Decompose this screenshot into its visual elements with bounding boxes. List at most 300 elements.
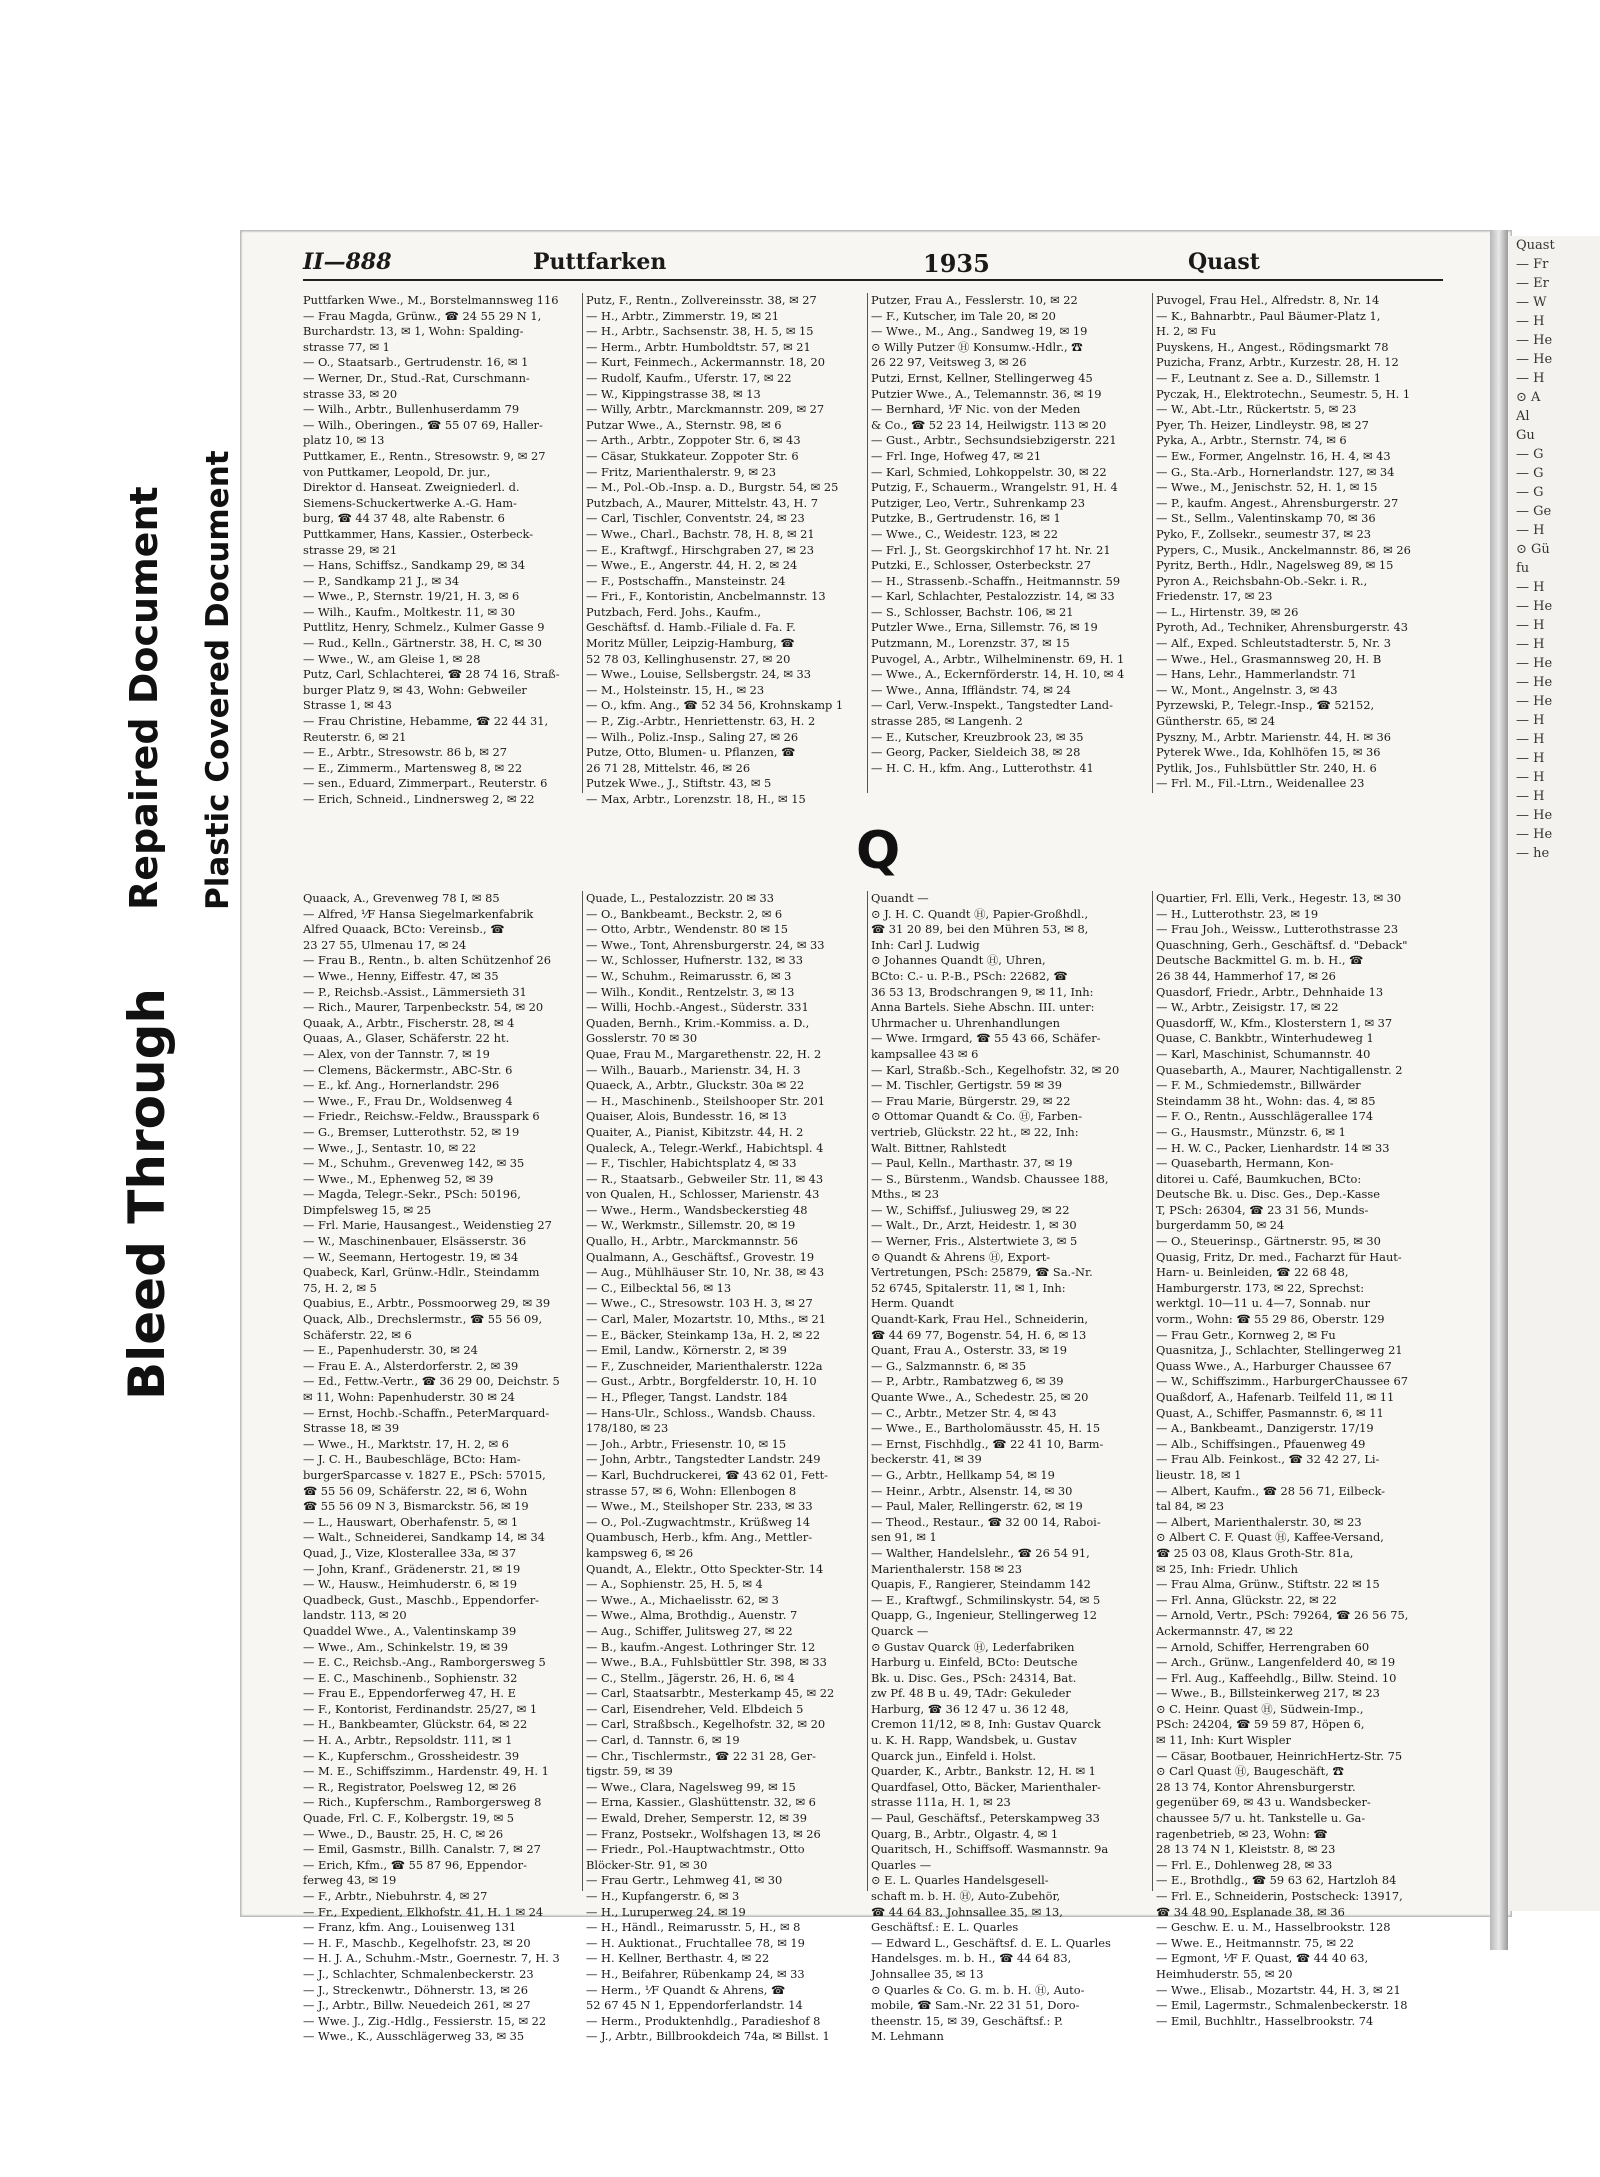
directory-line: — Wwe., C., Stresowstr. 103 H. 3, ✉ 27: [586, 1296, 813, 1311]
column-divider: [1152, 891, 1153, 1891]
directory-line: — Alex, von der Tannstr. 7, ✉ 19: [303, 1046, 490, 1061]
directory-line: — Emil, Buchhltr., Hasselbrookstr. 74: [1156, 2013, 1374, 2028]
directory-line: — Willy, Arbtr., Marckmannstr. 209, ✉ 27: [586, 402, 825, 417]
directory-line: — H., Beifahrer, Rübenkamp 24, ✉ 33: [586, 1966, 805, 1981]
directory-line: Puttlitz, Henry, Schmelz., Kulmer Gasse 9: [303, 620, 545, 635]
directory-line: 26 38 44, Hammerhof 17, ✉ 26: [1156, 968, 1336, 983]
next-page-line: — H: [1516, 751, 1545, 766]
next-page-line: Quast: [1516, 238, 1555, 253]
directory-line: — E., Kraftwgf., Hirschgraben 27, ✉ 23: [586, 542, 814, 557]
directory-line: — M., Pol.-Ob.-Insp. a. D., Burgstr. 54, ✉ 25: [586, 480, 839, 495]
directory-line: — Walther, Handelslehr., ☎ 26 54 91,: [871, 1545, 1090, 1560]
directory-line: — Frau Gertr., Lehmweg 41, ✉ 30: [586, 1873, 783, 1888]
next-page-line: — H: [1516, 789, 1545, 804]
directory-line: Gosslerstr. 70 ✉ 30: [586, 1031, 698, 1046]
directory-line: Putziger, Leo, Vertr., Suhrenkamp 23: [871, 495, 1085, 510]
directory-line: — J., Streckenwtr., Döhnerstr. 13, ✉ 26: [303, 1982, 528, 1997]
directory-line: Uhrmacher u. Uhrenhandlungen: [871, 1015, 1060, 1030]
directory-line: — Gust., Arbtr., Sechsundsiebzigerstr. 221: [871, 433, 1117, 448]
directory-line: — Frl. Anna, Glückstr. 22, ✉ 22: [1156, 1592, 1337, 1607]
directory-line: — Frau Alma, Grünw., Stiftstr. 22 ✉ 15: [1156, 1577, 1380, 1592]
directory-line: — E., Bäcker, Steinkamp 13a, H. 2, ✉ 22: [586, 1327, 821, 1342]
directory-line: 26 22 97, Veitsweg 3, ✉ 26: [871, 355, 1027, 370]
directory-line: landstr. 113, ✉ 20: [303, 1608, 407, 1623]
directory-line: Vertretungen, PSch: 25879, ☎ Sa.-Nr.: [871, 1265, 1093, 1280]
directory-line: — J., Arbtr., Billw. Neuedeich 261, ✉ 27: [303, 1998, 531, 2013]
directory-line: 52 67 45 N 1, Eppendorferlandstr. 14: [586, 1998, 803, 2013]
directory-line: — Wwe., A., Michaelisstr. 62, ✉ 3: [586, 1592, 779, 1607]
directory-line: — H., Arbtr., Zimmerstr. 19, ✉ 21: [586, 308, 779, 323]
directory-line: — Magda, Telegr.-Sekr., PSch: 50196,: [303, 1187, 521, 1202]
next-page-line: — G: [1516, 447, 1544, 462]
directory-line: Direktor d. Hanseat. Zweigniederl. d.: [303, 480, 520, 495]
directory-line: Putzier Wwe., A., Telemannstr. 36, ✉ 19: [871, 386, 1102, 401]
directory-line: — Arth., Arbtr., Zoppoter Str. 6, ✉ 43: [586, 433, 801, 448]
directory-line: Quarles —: [871, 1857, 932, 1872]
directory-line: kampsallee 43 ✉ 6: [871, 1046, 979, 1061]
column-bottom-1: [303, 891, 579, 2044]
directory-line: Puttkammer, Hans, Kassier., Osterbeck-: [303, 526, 534, 541]
directory-line: — W., Arbtr., Zeisigstr. 17, ✉ 22: [1156, 1000, 1339, 1015]
directory-line: Heimhuderstr. 55, ✉ 20: [1156, 1966, 1293, 1981]
directory-line: Quapp, G., Ingenieur, Stellingerweg 12: [871, 1608, 1097, 1623]
directory-line: — F., Postschaffn., Mansteinstr. 24: [586, 573, 786, 588]
directory-line: ☎ 34 48 90, Esplanade 38, ✉ 36: [1156, 1904, 1345, 1919]
directory-line: mobile, ☎ Sam.-Nr. 22 31 51, Doro-: [871, 1998, 1080, 2013]
directory-line: Putzek Wwe., J., Stiftstr. 43, ✉ 5: [586, 776, 772, 791]
column-top-1: [303, 293, 579, 806]
directory-line: — Willi, Hochb.-Angest., Süderstr. 331: [586, 1000, 809, 1015]
directory-line: — Frl. Inge, Hofweg 47, ✉ 21: [871, 448, 1042, 463]
directory-line: — W., Seemann, Hertogestr. 19, ✉ 34: [303, 1249, 519, 1264]
directory-line: — A., Sophienstr. 25, H. 5, ✉ 4: [586, 1577, 763, 1592]
directory-line: Puttkamer, E., Rentn., Stresowstr. 9, ✉ 27: [303, 448, 546, 463]
directory-line: Putzbach, Ferd. Johs., Kaufm.,: [586, 604, 761, 619]
directory-line: Quasdorf, Friedr., Arbtr., Dehnhaide 13: [1156, 984, 1384, 999]
directory-line: Putzer, Frau A., Fesslerstr. 10, ✉ 22: [871, 293, 1078, 307]
directory-line: — John, Arbtr., Tangstedter Landstr. 249: [586, 1452, 821, 1467]
directory-line: — Rich., Kupferschm., Ramborgersweg 8: [303, 1795, 542, 1810]
directory-line: ⊙ Ottomar Quandt & Co. Ⓗ, Farben-: [871, 1109, 1083, 1124]
directory-line: — Paul, Geschäftsf., Peterskampweg 33: [871, 1811, 1100, 1826]
directory-line: — Frau Joh., Weissw., Lutterothstrasse 23: [1156, 922, 1399, 937]
directory-line: Harburg, ☎ 36 12 47 u. 36 12 48,: [871, 1701, 1069, 1716]
directory-line: Quaschning, Gerh., Geschäftsf. d. "Deback": [1156, 937, 1408, 952]
directory-line: — O., Bankbeamt., Beckstr. 2, ✉ 6: [586, 906, 783, 921]
directory-line: T, PSch: 26304, ☎ 23 31 56, Munds-: [1156, 1202, 1369, 1217]
directory-line: ⊙ Gustav Quarck Ⓗ, Lederfabriken: [871, 1639, 1075, 1654]
directory-line: Geschäftsf. d. Hamb.-Filiale d. Fa. F.: [586, 620, 796, 635]
directory-line: — Ernst, Fischhdlg., ☎ 22 41 10, Barm-: [871, 1436, 1104, 1451]
column-divider: [867, 891, 868, 1891]
directory-line: ✉ 11, Inh: Kurt Wispler: [1156, 1733, 1291, 1748]
directory-line: — Fr., Expedient, Elkhofstr. 41, H. 1 ✉ 24: [303, 1904, 544, 1919]
directory-line: burgerSparcasse v. 1827 E., PSch: 57015,: [303, 1467, 546, 1482]
directory-line: — Emil, Landw., Körnerstr. 2, ✉ 39: [586, 1343, 787, 1358]
directory-line: sen 91, ✉ 1: [871, 1530, 937, 1545]
directory-line: Quaden, Bernh., Krim.-Kommiss. a. D.,: [586, 1015, 810, 1030]
directory-line: — Carl, Staatsarbtr., Mesterkamp 45, ✉ 22: [586, 1686, 835, 1701]
next-page-line: — He: [1516, 808, 1553, 823]
column-top-2: [586, 293, 864, 806]
directory-line: Quardfasel, Otto, Bäcker, Marienthaler-: [871, 1779, 1101, 1794]
directory-line: — Frau B., Rentn., b. alten Schützenhof 26: [303, 953, 552, 968]
directory-line: burgerdamm 50, ✉ 24: [1156, 1218, 1285, 1233]
directory-line: ☎ 44 64 83, Johnsallee 35, ✉ 13,: [871, 1904, 1063, 1919]
directory-page: [240, 230, 1512, 2044]
directory-line: — Wilh., Bauarb., Marienstr. 34, H. 3: [586, 1062, 801, 1077]
directory-line: Quaßdorf, A., Hafenarb. Teilfeld 11, ✉ 11: [1156, 1390, 1395, 1404]
directory-line: Qualmann, A., Geschäftsf., Grovestr. 19: [586, 1249, 815, 1264]
directory-line: — Wwe., D., Baustr. 25, H. C, ✉ 26: [303, 1826, 504, 1841]
next-page-line: — H: [1516, 580, 1545, 595]
directory-line: — F., Kutscher, im Tale 20, ✉ 20: [871, 308, 1056, 323]
next-page-line: — H: [1516, 732, 1545, 747]
directory-line: ⊙ Quarles & Co. G. m. b. H. Ⓗ, Auto-: [871, 1982, 1085, 1997]
directory-line: Quandt, A., Elektr., Otto Speckter-Str. 14: [586, 1561, 824, 1576]
directory-line: — Herm., Arbtr. Humboldtstr. 57, ✉ 21: [586, 339, 811, 354]
directory-line: zw Pf. 48 B u. 49, TAdr: Gekuleder: [871, 1686, 1071, 1701]
directory-line: ☎ 55 56 09, Schäferstr. 22, ✉ 6, Wohn: [303, 1483, 528, 1498]
directory-line: — H. W. C., Packer, Lienhardstr. 14 ✉ 33: [1156, 1140, 1390, 1155]
directory-line: — Carl, Verw.-Inspekt., Tangstedter Land-: [871, 698, 1113, 713]
directory-line: Geschäftsf.: E. L. Quarles: [871, 1920, 1019, 1935]
directory-line: ⊙ Willy Putzer Ⓗ Konsumw.-Hdlr., ☎: [871, 339, 1083, 354]
directory-line: — Werner, Dr., Stud.-Rat, Curschmann-: [303, 370, 530, 385]
directory-line: — F., Arbtr., Niebuhrstr. 4, ✉ 27: [303, 1889, 488, 1903]
directory-line: — M., Schuhm., Grevenweg 142, ✉ 35: [303, 1156, 525, 1171]
directory-line: 28 13 74 N 1, Kleiststr. 8, ✉ 23: [1156, 1842, 1336, 1857]
directory-line: Quabius, E., Arbtr., Possmoorweg 29, ✉ 39: [303, 1296, 551, 1311]
directory-line: — Frl. E., Schneiderin, Postscheck: 13917,: [1156, 1889, 1403, 1903]
directory-line: Hamburgerstr. 173, ✉ 22, Sprechst:: [1156, 1280, 1365, 1295]
directory-line: — Quasebarth, Hermann, Kon-: [1156, 1156, 1334, 1171]
directory-line: — G., Hausmstr., Münzstr. 6, ✉ 1: [1156, 1124, 1346, 1139]
directory-line: — Herm., Produktenhdlg., Paradieshof 8: [586, 2013, 821, 2028]
directory-line: — Erna, Kassier., Glashüttenstr. 32, ✉ 6: [586, 1795, 816, 1810]
directory-line: ⊙ Johannes Quandt Ⓗ, Uhren,: [871, 953, 1046, 968]
next-page-line: — He: [1516, 827, 1553, 842]
directory-line: — O., Steuerinsp., Gärtnerstr. 95, ✉ 30: [1156, 1234, 1381, 1249]
directory-line: Strasse 1, ✉ 43: [303, 698, 392, 713]
directory-line: — W., Schiffszimm., HarburgerChaussee 67: [1156, 1374, 1408, 1389]
directory-line: Pyczak, H., Elektrotechn., Seumestr. 5, H. 1: [1156, 386, 1411, 401]
directory-line: — O., Staatsarb., Gertrudenstr. 16, ✉ 1: [303, 355, 529, 370]
directory-line: Quaas, A., Glaser, Schäferstr. 22 ht.: [303, 1031, 510, 1046]
directory-line: — Friedr., Pol.-Hauptwachtmstr., Otto: [586, 1842, 805, 1857]
directory-line: Pyterek Wwe., Ida, Kohlhöfen 15, ✉ 36: [1156, 745, 1381, 760]
directory-line: Quaeck, A., Arbtr., Gluckstr. 30a ✉ 22: [586, 1078, 805, 1093]
directory-line: Quast, A., Schiffer, Pasmannstr. 6, ✉ 11: [1156, 1405, 1384, 1420]
directory-line: schaft m. b. H. Ⓗ, Auto-Zubehör,: [871, 1889, 1061, 1903]
directory-line: — L., Hauswart, Oberhafenstr. 5, ✉ 1: [303, 1514, 519, 1529]
next-page-line: — he: [1516, 846, 1550, 861]
directory-line: Pyer, Th. Heizer, Lindleystr. 98, ✉ 27: [1156, 417, 1369, 432]
directory-line: — K., Bahnarbtr., Paul Bäumer-Platz 1,: [1156, 308, 1381, 323]
directory-line: — Frl. J., St. Georgskirchhof 17 ht. Nr. 21: [871, 542, 1111, 557]
directory-line: — Rich., Maurer, Tarpenbeckstr. 54, ✉ 20: [303, 1000, 544, 1015]
directory-line: — F., Zuschneider, Marienthalerstr. 122a: [586, 1358, 823, 1373]
directory-line: Pyron A., Reichsbahn-Ob.-Sekr. i. R.,: [1156, 573, 1368, 588]
directory-line: — Erich, Schneid., Lindnersweg 2, ✉ 22: [303, 792, 535, 806]
directory-line: — Bernhard, ⅟F Nic. von der Meden: [871, 402, 1081, 417]
directory-line: M. Lehmann: [871, 2029, 944, 2044]
directory-line: — Arnold, Vertr., PSch: 79264, ☎ 26 56 75,: [1156, 1608, 1409, 1623]
directory-line: Quaritsch, H., Schiffsoff. Wasmannstr. 9a: [871, 1842, 1109, 1857]
next-page-line: — H: [1516, 637, 1545, 652]
next-page-line: — He: [1516, 656, 1553, 671]
directory-line: Quase, C. Bankbtr., Winterhudeweg 1: [1156, 1031, 1374, 1046]
scan-labels: [110, 440, 260, 1400]
directory-line: — W., Schiffsf., Juliusweg 29, ✉ 22: [871, 1202, 1070, 1217]
directory-line: Quandt-Kark, Frau Hel., Schneiderin,: [871, 1312, 1089, 1327]
directory-line: — Rud., Kelln., Gärtnerstr. 38, H. C, ✉ 30: [303, 636, 542, 651]
directory-line: — C., Eilbecktal 56, ✉ 13: [586, 1280, 732, 1295]
directory-line: Putz, F., Rentn., Zollvereinsstr. 38, ✉ 27: [586, 293, 817, 307]
column-top-4: [1156, 293, 1434, 793]
next-page-line: — H: [1516, 371, 1545, 386]
directory-line: Putzi, Ernst, Kellner, Stellingerweg 45: [871, 370, 1093, 385]
directory-line: Bk. u. Disc. Ges., PSch: 24314, Bat.: [871, 1670, 1077, 1685]
directory-line: — R., Registrator, Poelsweg 12, ✉ 26: [303, 1779, 517, 1794]
next-page-line: — He: [1516, 694, 1553, 709]
directory-line: — F., Tischler, Habichtsplatz 4, ✉ 33: [586, 1156, 797, 1171]
directory-line: — H. J. A., Schuhm.-Mstr., Goernestr. 7, H. 3: [303, 1951, 560, 1966]
directory-line: burger Platz 9, ✉ 43, Wohn: Gebweiler: [303, 682, 527, 697]
directory-line: Marienthalerstr. 158 ✉ 23: [871, 1561, 1023, 1576]
directory-line: Walt. Bittner, Rahlstedt: [871, 1140, 1007, 1155]
next-page-line: Al: [1516, 409, 1530, 424]
directory-line: Schäferstr. 22, ✉ 6: [303, 1327, 412, 1342]
directory-line: — Wwe., F., Frau Dr., Woldsenweg 4: [303, 1093, 513, 1108]
column-top-3: [871, 293, 1149, 793]
directory-line: — J. C. H., Baubeschläge, BCto: Ham-: [303, 1452, 521, 1467]
directory-line: Quasdorff, W., Kfm., Klosterstern 1, ✉ 37: [1156, 1015, 1393, 1030]
directory-line: tal 84, ✉ 23: [1156, 1499, 1225, 1514]
directory-line: ✉ 25, Inh: Friedr. Uhlich: [1156, 1561, 1298, 1576]
header-last-entry: Quast: [1188, 249, 1260, 275]
directory-line: ⊙ Quandt & Ahrens Ⓗ, Export-: [871, 1249, 1051, 1264]
column-divider: [582, 891, 583, 1891]
directory-line: — O., Pol.-Zugwachtmstr., Krüßweg 14: [586, 1514, 811, 1529]
next-page-line: — H: [1516, 770, 1545, 785]
directory-line: — P., kaufm. Angest., Ahrensburgerstr. 27: [1156, 495, 1399, 510]
directory-line: Quambusch, Herb., kfm. Ang., Mettler-: [586, 1530, 813, 1545]
directory-line: — Wilh., Oberingen., ☎ 55 07 69, Haller-: [303, 417, 543, 432]
directory-line: — W., Hausw., Heimhuderstr. 6, ✉ 19: [303, 1577, 518, 1592]
column-bottom-4: [1156, 891, 1434, 2028]
directory-line: strasse 33, ✉ 20: [303, 386, 398, 401]
directory-line: Quadbeck, Gust., Maschb., Eppendorfer-: [303, 1592, 540, 1607]
directory-line: — Wilh., Poliz.-Insp., Saling 27, ✉ 26: [586, 729, 799, 744]
directory-line: — Wwe., M., Steilshoper Str. 233, ✉ 33: [586, 1499, 813, 1514]
next-page-line: — He: [1516, 352, 1553, 367]
directory-line: — K., Kupferschm., Grossheidestr. 39: [303, 1748, 520, 1763]
directory-line: beckerstr. 41, ✉ 39: [871, 1452, 982, 1467]
directory-line: ☎ 44 69 77, Bogenstr. 54, H. 6, ✉ 13: [871, 1327, 1087, 1342]
page-number: II—888: [303, 249, 392, 275]
directory-line: ⊙ J. H. C. Quandt Ⓗ, Papier-Großhdl.,: [871, 906, 1089, 921]
directory-line: — J., Arbtr., Billbrookdeich 74a, ✉ Billst. 1: [586, 2029, 830, 2044]
directory-line: — Friedr., Reichsw.-Feldw., Brausspark 6: [303, 1109, 540, 1124]
directory-line: Herm. Quandt: [871, 1296, 954, 1311]
directory-line: — Arch., Grünw., Langenfelderd 40, ✉ 19: [1156, 1655, 1396, 1670]
directory-line: — W., Schlosser, Hufnerstr. 132, ✉ 33: [586, 953, 803, 968]
directory-line: ⊙ C. Heinr. Quast Ⓗ, Südwein-Imp.,: [1156, 1701, 1364, 1716]
directory-line: — L., Hirtenstr. 39, ✉ 26: [1156, 604, 1299, 619]
directory-line: — H. Auktionat., Fruchtallee 78, ✉ 19: [586, 1935, 805, 1950]
directory-line: — Chr., Tischlermstr., ☎ 22 31 28, Ger-: [586, 1748, 816, 1763]
directory-line: Quabeck, Karl, Grünw.-Hdlr., Steindamm: [303, 1265, 540, 1280]
directory-line: ditorei u. Café, Baumkuchen, BCto:: [1156, 1171, 1362, 1186]
directory-line: — H. A., Arbtr., Repsoldstr. 111, ✉ 1: [303, 1733, 513, 1748]
directory-line: — Ewald, Dreher, Semperstr. 12, ✉ 39: [586, 1811, 807, 1826]
directory-line: vorm., Wohn: ☎ 55 29 86, Oberstr. 129: [1156, 1312, 1385, 1327]
directory-line: — Wwe., Hel., Grasmannsweg 20, H. B: [1156, 651, 1382, 666]
directory-line: Johnsallee 35, ✉ 13: [871, 1966, 984, 1981]
directory-line: — H., Bankbeamter, Glückstr. 64, ✉ 22: [303, 1717, 528, 1732]
directory-line: — C., Arbtr., Metzer Str. 4, ✉ 43: [871, 1405, 1057, 1420]
directory-line: — Hans, Lehr., Hammerlandstr. 71: [1156, 667, 1357, 682]
directory-line: — J., Schlachter, Schmalenbeckerstr. 23: [303, 1966, 534, 1981]
directory-line: — Frau Alb. Feinkost., ☎ 32 42 27, Li-: [1156, 1452, 1380, 1467]
directory-line: — R., Staatsarb., Gebweiler Str. 11, ✉ 43: [586, 1171, 824, 1186]
directory-line: tigstr. 59, ✉ 39: [586, 1764, 673, 1779]
directory-line: Quaiser, Alois, Bundesstr. 16, ✉ 13: [586, 1109, 787, 1124]
directory-line: Cremon 11/12, ✉ 8, Inh: Gustav Quarck: [871, 1717, 1101, 1732]
directory-line: — E., Arbtr., Stresowstr. 86 b, ✉ 27: [303, 745, 507, 760]
directory-line: Pypers, C., Musik., Anckelmannstr. 86, ✉ 26: [1156, 542, 1411, 557]
directory-line: — Wwe., Tont, Ahrensburgerstr. 24, ✉ 33: [586, 937, 825, 952]
directory-line: — H., Pfleger, Tangst. Landstr. 184: [586, 1390, 788, 1404]
directory-line: Putze, Otto, Blumen- u. Pflanzen, ☎: [586, 745, 796, 760]
directory-line: — Carl, Maler, Mozartstr. 10, Mths., ✉ 21: [586, 1312, 826, 1327]
directory-line: Pyroth, Ad., Techniker, Ahrensburgerstr. 43: [1156, 620, 1408, 635]
directory-line: ferweg 43, ✉ 19: [303, 1873, 397, 1888]
directory-line: — G., Arbtr., Hellkamp 54, ✉ 19: [871, 1467, 1055, 1482]
next-page-line: — H: [1516, 523, 1545, 538]
directory-line: Putzmann, M., Lorenzstr. 37, ✉ 15: [871, 636, 1070, 651]
directory-line: — Aug., Mühlhäuser Str. 10, Nr. 38, ✉ 43: [586, 1265, 825, 1280]
directory-line: — E., Zimmerm., Martensweg 8, ✉ 22: [303, 760, 523, 775]
directory-line: Steindamm 38 ht., Wohn: das. 4, ✉ 85: [1156, 1093, 1376, 1108]
directory-line: chaussee 5/7 u. ht. Tankstelle u. Ga-: [1156, 1811, 1366, 1826]
directory-line: — Wwe. Irmgard, ☎ 55 43 66, Schäfer-: [871, 1031, 1101, 1046]
column-bottom-2: [586, 891, 864, 2044]
directory-line: Pyko, F., Zollsekr., seumestr 37, ✉ 23: [1156, 526, 1372, 541]
next-page-line: fu: [1516, 561, 1530, 576]
directory-line: — Carl, Tischler, Conventstr. 24, ✉ 23: [586, 511, 805, 526]
directory-line: — Wwe., Am., Schinkelstr. 19, ✉ 39: [303, 1639, 508, 1654]
directory-line: Quallo, H., Arbtr., Marckmannstr. 56: [586, 1234, 799, 1249]
directory-line: Quaak, A., Arbtr., Fischerstr. 28, ✉ 4: [303, 1015, 515, 1030]
directory-line: — P., Sandkamp 21 J., ✉ 34: [303, 573, 460, 588]
directory-line: — Wwe., M., Ephenweg 52, ✉ 39: [303, 1171, 494, 1186]
directory-line: — H., Luruperweg 24, ✉ 19: [586, 1904, 746, 1919]
directory-line: — M., Holsteinstr. 15, H., ✉ 23: [586, 682, 765, 697]
directory-line: — S., Bürstenm., Wandsb. Chaussee 188,: [871, 1171, 1109, 1186]
directory-line: Ackermannstr. 47, ✉ 22: [1156, 1623, 1294, 1638]
directory-line: — Wwe., H., Marktstr. 17, H. 2, ✉ 6: [303, 1436, 509, 1451]
directory-line: — Frl. M., Fil.-Ltrn., Weidenallee 23: [1156, 776, 1365, 791]
directory-line: — O., kfm. Ang., ☎ 52 34 56, Krohnskamp 1: [586, 698, 844, 713]
directory-line: — Ed., Fettw.-Vertr., ☎ 36 29 00, Deichstr. 5: [303, 1374, 560, 1389]
directory-line: — F. M., Schmiedemstr., Billwärder: [1156, 1078, 1361, 1093]
next-page-line: — G: [1516, 485, 1544, 500]
directory-line: — W., Abt.-Ltr., Rückertstr. 5, ✉ 23: [1156, 402, 1357, 417]
directory-line: — Wwe., E., Bartholomäusstr. 45, H. 15: [871, 1421, 1101, 1436]
directory-line: von Puttkamer, Leopold, Dr. jur.,: [303, 464, 491, 479]
directory-line: — Wwe., M., Jenischstr. 52, H. 1, ✉ 15: [1156, 480, 1378, 495]
bleed-through-label: Bleed Through: [118, 988, 176, 1400]
directory-line: Quarck —: [871, 1623, 929, 1638]
directory-line: Puvogel, Frau Hel., Alfredstr. 8, Nr. 14: [1156, 293, 1380, 307]
directory-line: Quasig, Fritz, Dr. med., Facharzt für Haut-: [1156, 1249, 1402, 1264]
directory-line: — Wwe. E., Heitmannstr. 75, ✉ 22: [1156, 1935, 1355, 1950]
directory-line: Putzar Wwe., A., Sternstr. 98, ✉ 6: [586, 417, 782, 432]
directory-line: — Geschw. E. u. M., Hasselbrookstr. 128: [1156, 1920, 1391, 1935]
directory-line: — John, Kranf., Grädenerstr. 21, ✉ 19: [303, 1561, 521, 1576]
directory-line: 26 71 28, Mittelstr. 46, ✉ 26: [586, 760, 751, 775]
directory-line: Quae, Frau M., Margarethenstr. 22, H. 2: [586, 1046, 822, 1061]
directory-line: Quant, Frau A., Osterstr. 33, ✉ 19: [871, 1343, 1068, 1358]
directory-line: — A., Bankbeamt., Danzigerstr. 17/19: [1156, 1421, 1374, 1436]
directory-line: — Walt., Schneiderei, Sandkamp 14, ✉ 34: [303, 1530, 545, 1545]
directory-line: — Aug., Schiffer, Julitsweg 27, ✉ 22: [586, 1623, 793, 1638]
directory-line: — Kurt, Feinmech., Ackermannstr. 18, 20: [586, 355, 826, 370]
directory-line: ragenbetrieb, ✉ 23, Wohn: ☎: [1156, 1826, 1328, 1841]
directory-line: Deutsche Backmittel G. m. b. H., ☎: [1156, 953, 1364, 968]
directory-line: — Rudolf, Kaufm., Uferstr. 17, ✉ 22: [586, 370, 792, 385]
directory-line: platz 10, ✉ 13: [303, 433, 385, 448]
directory-line: & Co., ☎ 52 23 14, Heilwigstr. 113 ✉ 20: [871, 417, 1107, 432]
directory-line: — Wwe., J., Sentastr. 10, ✉ 22: [303, 1140, 477, 1155]
directory-line: — Wwe., Clara, Nagelsweg 99, ✉ 15: [586, 1779, 796, 1794]
directory-line: — Wilh., Kaufm., Moltkestr. 11, ✉ 30: [303, 604, 516, 619]
directory-line: — Wwe., K., Ausschlägerweg 33, ✉ 35: [303, 2029, 525, 2044]
directory-line: Dimpfelsweg 15, ✉ 25: [303, 1202, 432, 1217]
directory-line: — Wwe., Charl., Bachstr. 78, H. 8, ✉ 21: [586, 526, 815, 541]
directory-line: strasse 77, ✉ 1: [303, 339, 390, 354]
directory-line: — Cäsar, Bootbauer, HeinrichHertz-Str. 75: [1156, 1748, 1403, 1763]
directory-line: Deutsche Bk. u. Disc. Ges., Dep.-Kasse: [1156, 1187, 1380, 1202]
directory-line: — F., Leutnant z. See a. D., Sillemstr. 1: [1156, 370, 1382, 385]
directory-line: — P., Zig.-Arbtr., Henriettenstr. 63, H. 2: [586, 714, 816, 729]
directory-line: — Franz, kfm. Ang., Louisenweg 131: [303, 1920, 517, 1935]
directory-line: Handelsges. m. b. H., ☎ 44 64 83,: [871, 1951, 1072, 1966]
directory-line: — Ew., Former, Angelnstr. 16, H. 4, ✉ 43: [1156, 448, 1391, 463]
directory-line: — Frl. E., Dohlenweg 28, ✉ 33: [1156, 1857, 1333, 1872]
directory-line: Quaack, A., Grevenweg 78 I, ✉ 85: [303, 891, 500, 905]
directory-line: Putzler Wwe., Erna, Sillemstr. 76, ✉ 19: [871, 620, 1098, 635]
directory-line: — H. C. H., kfm. Ang., Lutterothstr. 41: [871, 760, 1094, 775]
directory-line: — M. Tischler, Gertigstr. 59 ✉ 39: [871, 1078, 1062, 1093]
directory-line: Blöcker-Str. 91, ✉ 30: [586, 1857, 708, 1872]
directory-line: — Wwe., B., Billsteinkerweg 217, ✉ 23: [1156, 1686, 1380, 1701]
directory-line: Quarder, K., Arbtr., Bankstr. 12, H. ✉ 1: [871, 1764, 1096, 1779]
directory-line: ⊙ E. L. Quarles Handelsgesell-: [871, 1873, 1049, 1888]
directory-line: — Hans, Schiffsz., Sandkamp 29, ✉ 34: [303, 558, 526, 573]
directory-line: — H., Arbtr., Sachsenstr. 38, H. 5, ✉ 15: [586, 324, 814, 339]
next-page-line: — W: [1516, 295, 1547, 310]
directory-line: Quaddel Wwe., A., Valentinskamp 39: [303, 1623, 517, 1638]
directory-line: — H. F., Maschb., Kegelhofstr. 23, ✉ 20: [303, 1935, 531, 1950]
directory-line: — Paul, Kelln., Marthastr. 37, ✉ 19: [871, 1156, 1073, 1171]
repaired-document-label: Repaired Document: [122, 486, 166, 910]
directory-line: Burchardstr. 13, ✉ 1, Wohn: Spalding-: [303, 324, 524, 339]
directory-line: H. 2, ✉ Fu: [1156, 324, 1217, 339]
directory-line: Putzbach, A., Maurer, Mittelstr. 43, H. 7: [586, 495, 818, 510]
